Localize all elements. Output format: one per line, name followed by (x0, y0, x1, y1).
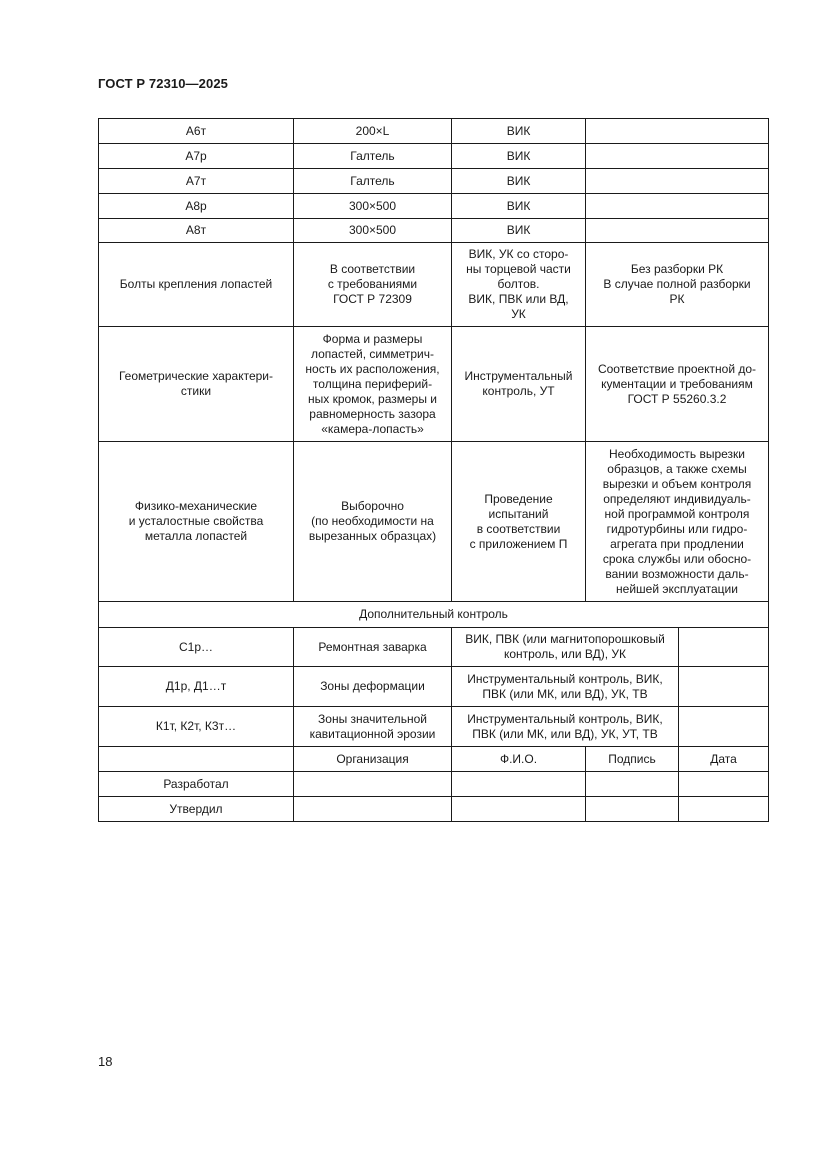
method-cell: Инструментальный контроль, ВИК, ПВК (или МК, или ВД), УК, ТВ (452, 667, 679, 707)
bolts-requirement-cell: В соответствии с требованиями ГОСТ Р 72309 (294, 243, 452, 327)
zone-cell: Д1р, Д1…т (99, 667, 294, 707)
geometry-row (99, 327, 769, 442)
additional-control-row (99, 602, 769, 628)
signature-header-row (99, 747, 769, 772)
physmech-label-cell: Физико-механические и усталостные свойства металла лопастей (99, 442, 294, 602)
zone-cell: А8р (99, 194, 294, 219)
size-cell: Галтель (294, 169, 452, 194)
signature-row (99, 797, 769, 822)
signature-cell (586, 772, 679, 797)
name-cell (452, 772, 586, 797)
table-row (99, 628, 769, 667)
geometry-scope-cell: Форма и размеры лопастей, симметрич- ность их расположения, толщина периферий- ных кромок, размеры и равномерность зазора «камера-лопасть» (294, 327, 452, 442)
zone-cell: А7т (99, 169, 294, 194)
note-cell (586, 119, 769, 144)
size-cell: 300×500 (294, 219, 452, 243)
date-cell (679, 797, 769, 822)
zone-cell: С1р… (99, 628, 294, 667)
table-row (99, 219, 769, 243)
physmech-method-cell: Проведение испытаний в соответствии с приложением П (452, 442, 586, 602)
document-header: ГОСТ Р 72310—2025 (98, 76, 228, 91)
signature-role-cell: Разработал (99, 772, 294, 797)
defect-type-cell: Ремонтная заварка (294, 628, 452, 667)
geometry-label-cell: Геометрические характери- стики (99, 327, 294, 442)
signature-header-cell: Подпись (586, 747, 679, 772)
bolts-method-cell: ВИК, УК со сторо- ны торцевой части болтов. ВИК, ПВК или ВД, УК (452, 243, 586, 327)
note-cell (679, 707, 769, 747)
page-number: 18 (98, 1054, 113, 1069)
zone-cell: А8т (99, 219, 294, 243)
note-cell (586, 219, 769, 243)
size-cell: 200×L (294, 119, 452, 144)
organization-cell (294, 772, 452, 797)
geometry-method-cell: Инструментальный контроль, УТ (452, 327, 586, 442)
note-cell (679, 628, 769, 667)
zone-cell: А7р (99, 144, 294, 169)
additional-control-title: Дополнительный контроль (99, 602, 769, 628)
defect-type-cell: Зоны значительной кавитационной эрозии (294, 707, 452, 747)
table-row (99, 119, 769, 144)
table-row (99, 707, 769, 747)
signature-header-cell (99, 747, 294, 772)
physmech-note-cell: Необходимость вырезки образцов, а также схемы вырезки и объем контроля определяют индивидуаль- ной программой контроля гидротурбины или гидро- агрегата при продлении срока службы или обосно- вании возможности даль- нейшей эксплуатации (586, 442, 769, 602)
table-row (99, 667, 769, 707)
geometry-note-cell: Соответствие проектной до- кументации и требованиям ГОСТ Р 55260.3.2 (586, 327, 769, 442)
defect-type-cell: Зоны деформации (294, 667, 452, 707)
inspection-table (98, 118, 769, 822)
method-cell: ВИК (452, 219, 586, 243)
name-cell (452, 797, 586, 822)
bolts-row (99, 243, 769, 327)
bolts-note-cell: Без разборки РК В случае полной разборки РК (586, 243, 769, 327)
note-cell (586, 169, 769, 194)
signature-role-cell: Утвердил (99, 797, 294, 822)
physmech-scope-cell: Выборочно (по необходимости на вырезанных образцах) (294, 442, 452, 602)
method-cell: ВИК, ПВК (или магнитопорошковый контроль, или ВД), УК (452, 628, 679, 667)
size-cell: 300×500 (294, 194, 452, 219)
signature-row (99, 772, 769, 797)
note-cell (679, 667, 769, 707)
note-cell (586, 144, 769, 169)
method-cell: ВИК (452, 119, 586, 144)
table-row (99, 144, 769, 169)
method-cell: ВИК (452, 144, 586, 169)
note-cell (586, 194, 769, 219)
physmech-row (99, 442, 769, 602)
signature-header-cell: Дата (679, 747, 769, 772)
organization-cell (294, 797, 452, 822)
bolts-label-cell: Болты крепления лопастей (99, 243, 294, 327)
signature-header-cell: Организация (294, 747, 452, 772)
zone-cell: А6т (99, 119, 294, 144)
signature-header-cell: Ф.И.О. (452, 747, 586, 772)
table-row (99, 194, 769, 219)
method-cell: ВИК (452, 194, 586, 219)
signature-cell (586, 797, 679, 822)
method-cell: Инструментальный контроль, ВИК, ПВК (или МК, или ВД), УК, УТ, ТВ (452, 707, 679, 747)
date-cell (679, 772, 769, 797)
zone-cell: К1т, К2т, К3т… (99, 707, 294, 747)
method-cell: ВИК (452, 169, 586, 194)
size-cell: Галтель (294, 144, 452, 169)
table-row (99, 169, 769, 194)
